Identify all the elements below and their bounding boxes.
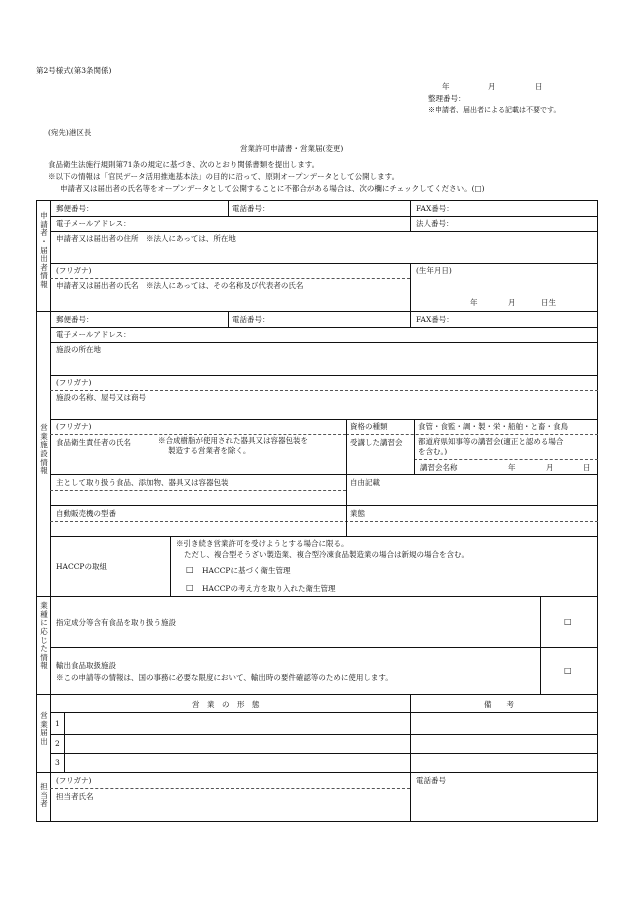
page-title: 営業許可申請書・営業届(変更)	[240, 144, 344, 153]
haccp-note-1: ※引き続き営業許可を受けようとする場合に限る。	[176, 539, 349, 548]
facility-location-field[interactable]: 施設の所在地	[56, 345, 101, 354]
date-month: 月	[488, 82, 496, 91]
haccp-option-2-checkbox[interactable]: □	[186, 583, 194, 592]
notification-row-number: 3	[55, 758, 60, 767]
section-divider	[36, 311, 598, 312]
reference-note: ※申請者、届出者による記載は不要です。	[428, 106, 561, 114]
contact-phone-field[interactable]: 電話番号	[416, 776, 446, 785]
section-divider	[36, 596, 598, 597]
course-detail-2: を含む。)	[418, 447, 448, 456]
facility-fax-field[interactable]: FAX番号：	[416, 315, 454, 324]
birth-day: 日生	[541, 298, 556, 307]
haccp-option-1-checkbox[interactable]: □	[186, 565, 194, 574]
haccp-option-1-label: HACCPに基づく衛生管理	[202, 566, 291, 575]
date-year: 年	[442, 82, 450, 91]
main-products-field[interactable]: 主として取り扱う食品、添加物、器具又は容器包装	[56, 478, 229, 487]
facility-section-title: 営 業 施 設 情 報	[40, 423, 48, 476]
open-data-note: ※以下の情報は「官民データ活用推進基本法」の目的に沿って、原則オープンデータとして公開します。	[48, 172, 400, 181]
applicant-fax-field[interactable]: FAX番号：	[416, 204, 454, 213]
addressee: (宛先)港区長	[48, 128, 92, 137]
birth-month: 月	[508, 298, 516, 307]
application-form-table	[36, 200, 598, 822]
applicant-postal-field[interactable]: 郵便番号：	[56, 204, 94, 213]
export-facility-checkbox[interactable]: □	[564, 666, 572, 675]
designated-ingredient-checkbox[interactable]: □	[564, 617, 572, 626]
notification-row-number: 2	[55, 739, 60, 748]
applicant-corp-number-field[interactable]: 法人番号：	[416, 219, 454, 228]
facility-email-field[interactable]: 電子メールアドレス：	[56, 330, 131, 339]
qualification-options[interactable]: 食管・食監・調・製・栄・船舶・と畜・食鳥	[418, 422, 568, 431]
free-entry-field[interactable]: 自由記載	[350, 478, 380, 487]
course-month: 月	[546, 463, 554, 472]
applicant-email-field[interactable]: 電子メールアドレス：	[56, 219, 131, 228]
manager-note-1: ※合成樹脂が使用された器具又は容器包装を	[158, 436, 308, 445]
notification-section-title: 営 業 届 出	[40, 711, 48, 746]
business-type-section-title: 業 種 に 応 じ た 情 報	[40, 601, 48, 671]
applicant-address-field[interactable]: 申請者又は届出者の住所 ※法人にあっては、所在地	[56, 234, 236, 243]
business-form-header: 営 業 の 形 態	[192, 700, 260, 709]
applicant-birth-label: (生年月日)	[416, 266, 452, 275]
birth-year: 年	[470, 298, 478, 307]
course-attended-label: 受講した講習会	[350, 438, 403, 447]
course-name-field[interactable]: 講習会名称	[420, 463, 458, 472]
date-day: 日	[535, 82, 543, 91]
contact-name-field[interactable]: 担当者氏名	[56, 792, 94, 801]
course-detail-1[interactable]: 都道府県知事等の講習会(適正と認める場合	[418, 437, 564, 446]
contact-furigana-field[interactable]: (フリガナ)	[56, 776, 92, 785]
manager-furigana-field[interactable]: (フリガナ)	[56, 422, 92, 431]
vending-model-field[interactable]: 自動販売機の型番	[56, 509, 116, 518]
applicant-name-field[interactable]: 申請者又は届出者の氏名 ※法人にあっては、その名称及び代表者の氏名	[56, 281, 304, 290]
course-year: 年	[508, 463, 516, 472]
section-divider	[36, 694, 598, 695]
notification-row-number: 1	[55, 719, 60, 728]
export-facility-note: ※この申請等の情報は、国の事務に必要な限度において、輸出時の要件確認等のために使用します。	[56, 673, 393, 682]
remarks-header: 備 考	[484, 700, 514, 709]
qualification-type-label: 資格の種類	[350, 422, 388, 431]
facility-postal-field[interactable]: 郵便番号：	[56, 315, 94, 324]
facility-furigana-field[interactable]: (フリガナ)	[56, 378, 92, 387]
export-facility-label: 輸出食品取扱施設	[56, 661, 116, 670]
form-number: 第2号様式(第3条関係)	[36, 66, 112, 75]
haccp-note-2: ただし、複合型そうざい製造業、複合型冷凍食品製造業の場合は新規の場合を含む。	[184, 550, 469, 559]
applicant-phone-field[interactable]: 電話番号：	[232, 204, 270, 213]
applicant-furigana-field[interactable]: (フリガナ)	[56, 266, 92, 275]
course-day: 日	[583, 463, 591, 472]
section-divider	[36, 772, 598, 773]
applicant-section-title: 申 請 者 ・ 届 出 者 情 報	[40, 211, 48, 289]
facility-name-field[interactable]: 施設の名称、屋号又は商号	[56, 393, 146, 402]
hygiene-manager-field[interactable]: 食品衛生責任者の氏名	[56, 438, 131, 447]
business-status-field[interactable]: 業態	[350, 509, 365, 518]
designated-ingredient-label: 指定成分等含有食品を取り扱う施設	[56, 618, 176, 627]
reference-number-label: 整理番号：	[428, 94, 466, 103]
open-data-check[interactable]: 申請者又は届出者の氏名等をオープンデータとして公開することに不都合がある場合は、次の欄にチェックしてください。(□)	[60, 184, 485, 193]
contact-section-title: 担 当 者	[40, 782, 48, 809]
facility-phone-field[interactable]: 電話番号：	[232, 315, 270, 324]
manager-note-2: 製造する営業者を除く。	[168, 446, 251, 455]
intro-text: 食品衛生法施行規則第71条の規定に基づき、次のとおり関係書類を提出します。	[48, 160, 320, 169]
haccp-option-2-label: HACCPの考え方を取り入れた衛生管理	[202, 584, 336, 593]
haccp-label: HACCPの取組	[56, 562, 107, 571]
